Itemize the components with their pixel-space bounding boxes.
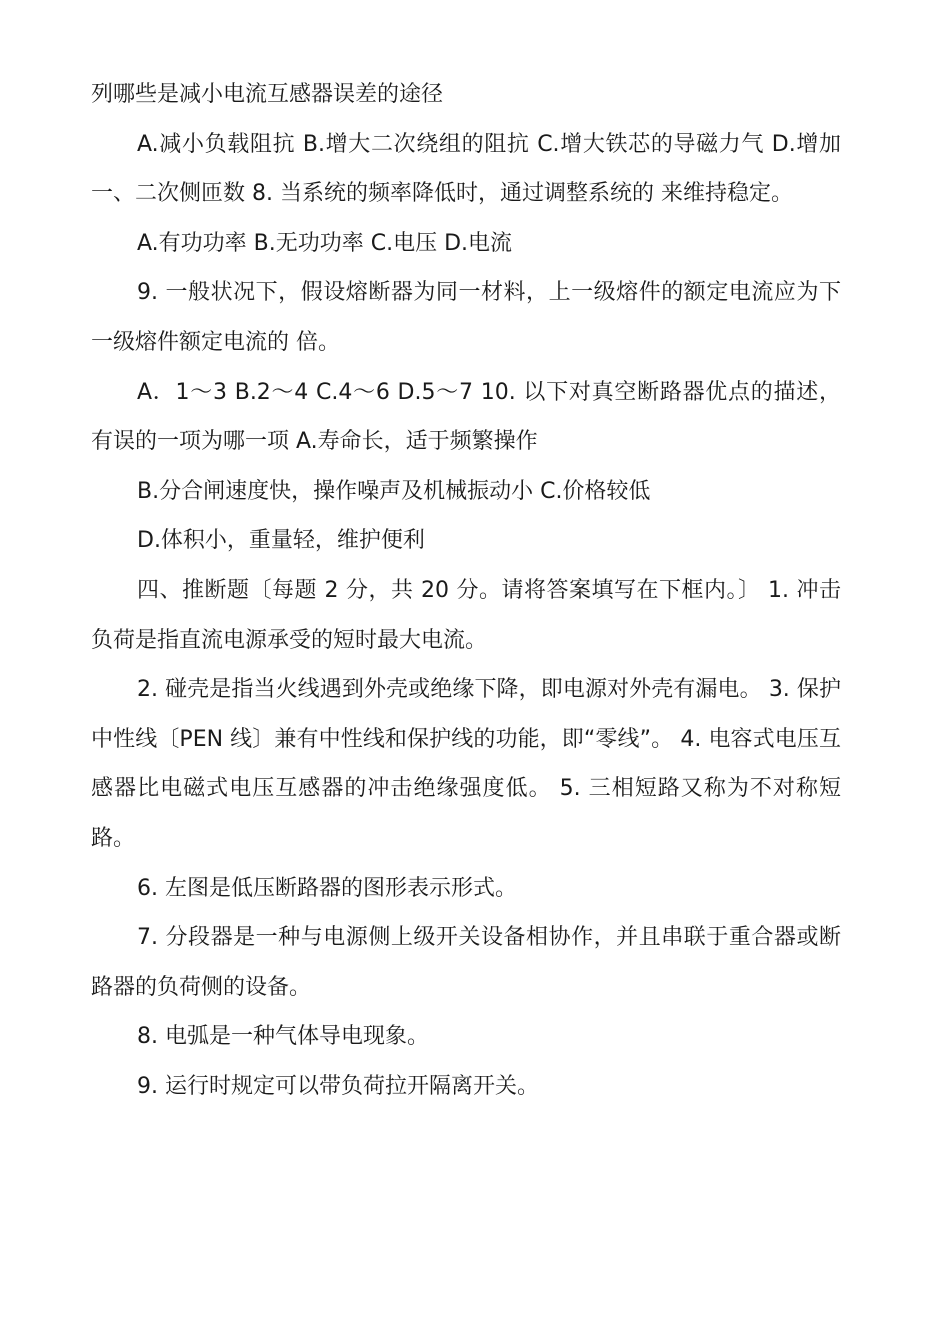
paragraph-judgment-8: 8. 电弧是一种气体导电现象。 — [137, 1024, 429, 1050]
paragraph-judgment-9: 9. 运行时规定可以带负荷拉开隔离开关。 — [137, 1073, 539, 1099]
paragraph-q10-option-d: D.体积小，重量轻，维护便利 — [137, 528, 425, 554]
paragraph-section-four: 四、推断题〔每题 2 分，共 20 分。请将答案填写在下框内。〕 1. 冲击负荷是指直流电源承受的短时最大电流。 — [91, 577, 841, 653]
paragraph-judgment-7: 7. 分段器是一种与电源侧上级开关设备相协作，并且串联于重合器或断路器的负荷侧的设备。 — [91, 925, 841, 1000]
paragraph-q7-options: A.减小负载阻抗 B.增大二次绕组的阻抗 C.增大铁芯的导磁力气 D.增加一、二次侧匝数 8. 当系统的频率降低时，通过调整系统的 来维持稳定。 — [91, 131, 841, 207]
paragraph-intro: 列哪些是减小电流互感器误差的途径 — [91, 82, 444, 107]
paragraph-judgment-2-5: 2. 碰壳是指当火线遇到外壳或绝缘下降，即电源对外壳有漏电。 3. 保护中性线〔PEN 线〕兼有中性线和保护线的功能，即“零线”。 4. 电容式电压互感器比电磁式电压互感器的冲击绝缘强度低。 5. 三相短路又称为不对称短路。 — [91, 677, 841, 851]
document-body — [91, 70, 841, 1111]
paragraph-q8-options: A.有功功率 B.无功功率 C.电压 D.电流 — [137, 230, 513, 256]
paragraph-q9: 9. 一般状况下，假设熔断器为同一材料，上一级熔件的额定电流应为下一级熔件额定电流的 倍。 — [91, 280, 841, 355]
paragraph-q9-options-q10: A．1～3 B.2～4 C.4～6 D.5～7 10. 以下对真空断路器优点的描述，有误的一项为哪一项 A.寿命长，适于频繁操作 — [91, 379, 841, 455]
paragraph-q10-options-bc: B.分合闸速度快，操作噪声及机械振动小 C.价格较低 — [137, 478, 651, 504]
paragraph-judgment-6: 6. 左图是低压断路器的图形表示形式。 — [137, 875, 517, 901]
